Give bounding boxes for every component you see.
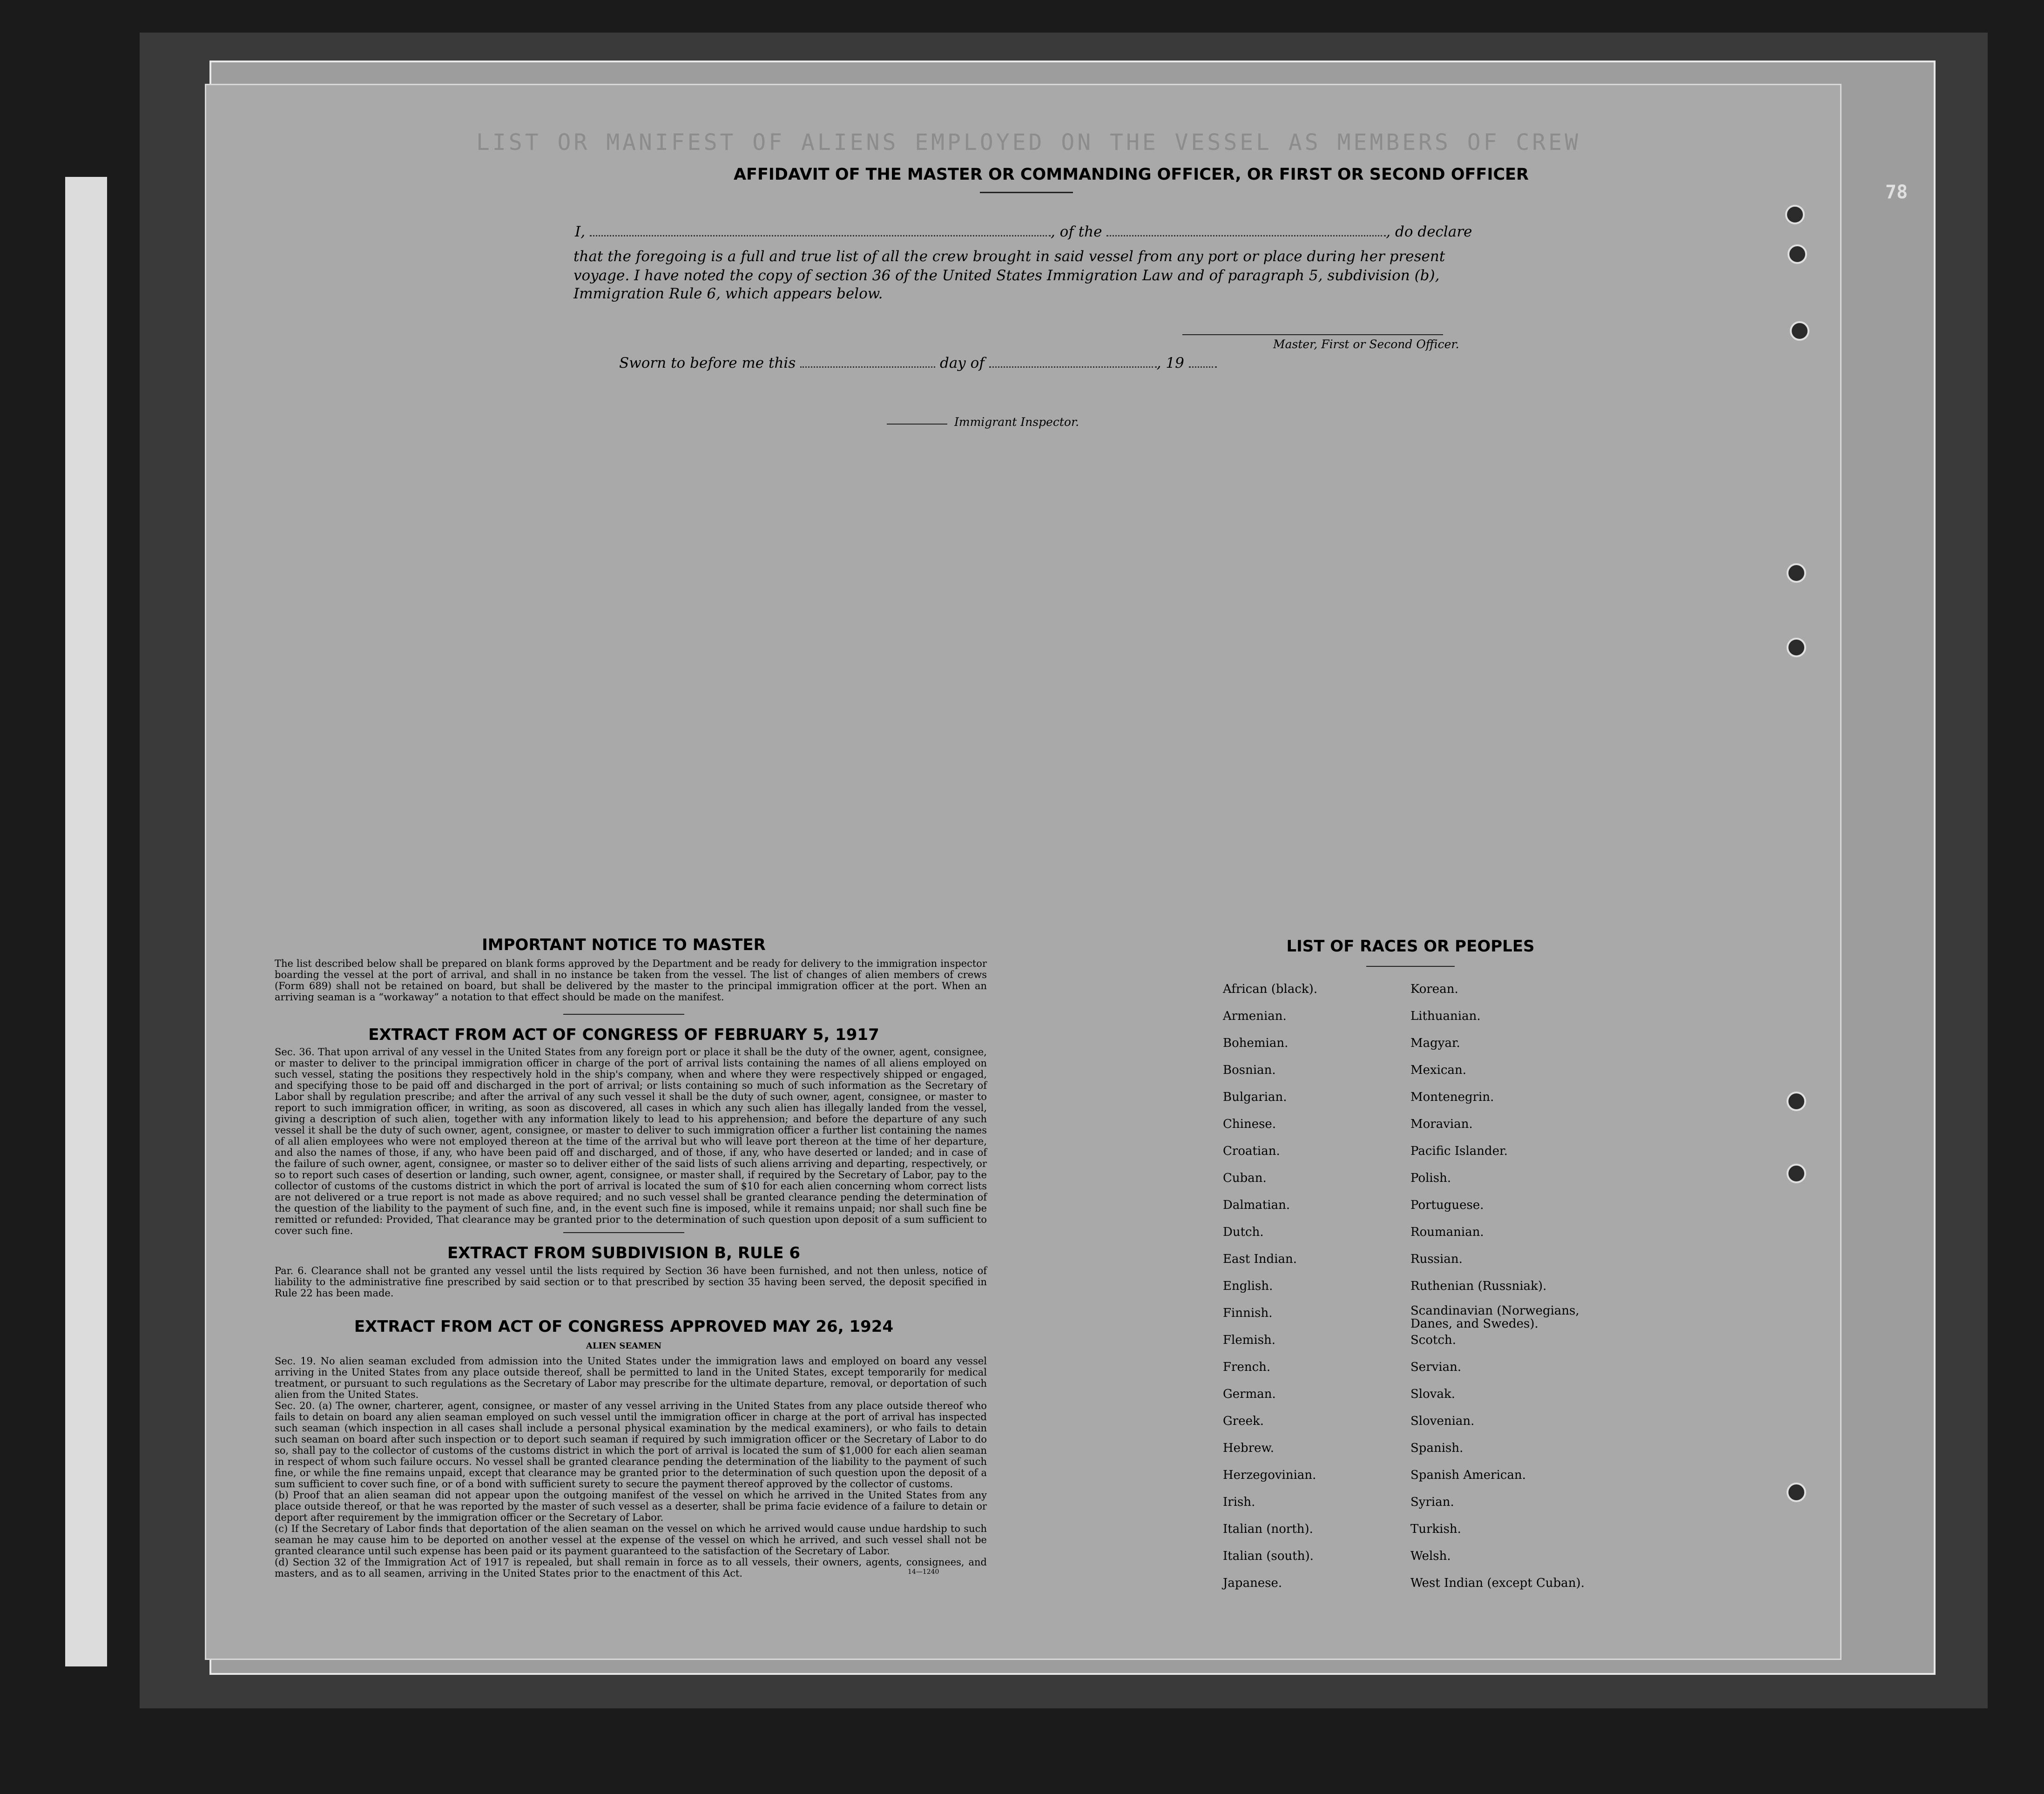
race-item: Bosnian. (1223, 1063, 1276, 1077)
race-item: Japanese. (1223, 1576, 1282, 1590)
race-item: Italian (north). (1223, 1522, 1313, 1536)
master-signature-line[interactable] (1182, 334, 1443, 335)
sworn-day-of-label: day of (939, 355, 985, 371)
race-item: French. (1223, 1360, 1271, 1374)
master-name-field[interactable] (590, 235, 1051, 236)
race-item: Flemish. (1223, 1333, 1276, 1347)
sec-20d-text: (d) Section 32 of the Immigration Act of 1917 is repealed, but shall remain in force as to all vessels, their owners, agents, consignees, and masters, and as to all seamen, arriving in the United States prior to the enactment of this Act. (275, 1557, 987, 1579)
affidavit-title: AFFIDAVIT OF THE MASTER OR COMMANDING OFFICER, OR FIRST OR SECOND OFFICER (733, 165, 1529, 184)
binder-hole (1785, 205, 1805, 224)
extract-1924-title: EXTRACT FROM ACT OF CONGRESS APPROVED MAY 26, 1924 (354, 1317, 894, 1336)
race-item: Magyar. (1410, 1036, 1460, 1050)
race-item: Spanish. (1410, 1441, 1464, 1455)
race-item: English. (1223, 1279, 1273, 1293)
binder-hole (1787, 563, 1806, 583)
race-item: Herzegovinian. (1223, 1468, 1316, 1482)
race-item: Polish. (1410, 1171, 1451, 1185)
race-item: Italian (south). (1223, 1549, 1314, 1563)
binder-hole (1790, 321, 1809, 341)
sec-19-text: Sec. 19. No alien seaman excluded from admission into the United States under the immigration laws and employed on board any vessel arriving in the United States from any place outside thereof, shall be permitted to land in the United States, except temporarily for medical treatment, or pursuant to such regulations as the Secretary of Labor may prescribe for the ultimate departure, removal, or deportation of such alien from the United States. (275, 1356, 987, 1400)
form-number: 14—1240 (908, 1568, 939, 1576)
race-item: Portuguese. (1410, 1198, 1484, 1212)
race-item: Korean. (1410, 982, 1458, 996)
vessel-name-field[interactable] (1106, 235, 1386, 236)
race-item: Montenegrin. (1410, 1090, 1494, 1104)
affidavit-line-4: Immigration Rule 6, which appears below. (573, 285, 883, 302)
race-item: German. (1223, 1387, 1276, 1401)
sworn-year-field[interactable] (1189, 366, 1217, 368)
race-item: Servian. (1410, 1360, 1462, 1374)
race-item: African (black). (1223, 982, 1318, 996)
inspector-signature-line[interactable] (887, 424, 947, 425)
race-item: Slovenian. (1410, 1414, 1475, 1428)
race-item: Welsh. (1410, 1549, 1451, 1563)
race-item: Irish. (1223, 1495, 1255, 1509)
race-item: Croatian. (1223, 1144, 1280, 1158)
divider (1366, 966, 1455, 967)
race-item: East Indian. (1223, 1252, 1297, 1266)
race-item: Roumanian. (1410, 1225, 1484, 1239)
alien-seamen-subtitle: ALIEN SEAMEN (586, 1341, 662, 1351)
divider (563, 1232, 684, 1233)
divider (563, 1014, 684, 1015)
binder-hole (1787, 1483, 1806, 1502)
sworn-month-field[interactable] (989, 366, 1157, 368)
race-item: Slovak. (1410, 1387, 1455, 1401)
sworn-day-field[interactable] (800, 366, 935, 368)
race-item: Spanish American. (1410, 1468, 1526, 1482)
affidavit-of-the-label: , of the (1050, 223, 1102, 240)
affidavit-declare-label: , do declare (1386, 223, 1472, 240)
notice-title: IMPORTANT NOTICE TO MASTER (482, 936, 766, 954)
master-signature-label: Master, First or Second Officer. (1273, 337, 1459, 351)
race-item: Armenian. (1223, 1009, 1287, 1023)
race-item: Pacific Islander. (1410, 1144, 1508, 1158)
inspector-label: Immigrant Inspector. (954, 415, 1079, 429)
race-item: Bulgarian. (1223, 1090, 1287, 1104)
race-item: Scotch. (1410, 1333, 1457, 1347)
notice-text: The list described below shall be prepared on blank forms approved by the Department and be ready for delivery to the immigration inspector boarding the vessel at the port of arrival, and shall in no instance be taken from the vessel. The list of changes of alien members of crews (Form 689) shall not be retained on board, but shall be delivered by the master to the principal immigration officer at the port. When an arriving seaman is a “workaway” a notation to that effect should be made on the manifest. (275, 958, 987, 1003)
race-item: Syrian. (1410, 1495, 1454, 1509)
extract-1917-text: Sec. 36. That upon arrival of any vessel in the United States from any foreign port or place it shall be the duty of the owner, agent, consignee, or master to deliver to the principal immigration officer in charge of the port of arrival lists containing the names of all aliens employed on such vessel, stating the positions they respectively hold in the ship's company, when and where they were respectively shipped or engaged, and specifying those to be paid off and discharged in the port of arrival; or lists containing so much of such information as the Secretary of Labor shall by regulation prescribe; and after the arrival of any such vessel it shall be the duty of such owner, agent, consignee, or master to report to such immigration officer, in writing, as soon as discovered, all cases in which any such alien has illegally landed from the vessel, giving a description of such alien, together with any information likely to lead to his apprehension; and before the departure of any such vessel it shall be the duty of such owner, agent, consignee, or master to deliver to such immigration officer a further list containing the names of all alien employees who were not employed thereon at the time of the arrival but who will leave port thereon at the time of her departure, and also the names of those, if any, who have been paid off and discharged, and of those, if any, who have deserted or landed; and in case of the failure of such owner, agent, consignee, or master so to deliver either of the said lists of such aliens arriving and departing, respectively, or so to report such cases of desertion or landing, such owner, agent, consignee, or master shall, if required by the Secretary of Labor, pay to the collector of customs of the customs district in which the port of arrival is located the sum of $10 for each alien concerning whom correct lists are not delivered or a true report is not made as above required; and no such vessel shall be granted clearance pending the determination of the question of the liability to the payment of such fine, and, in the event such fine is imposed, while it remains unpaid; nor shall such fine be remitted or refunded: Provided, That clearance may be granted prior to the determination of such question upon deposit of a sum sufficient to cover such fine. (275, 1046, 987, 1236)
race-item: Russian. (1410, 1252, 1463, 1266)
sworn-year-label: , 19 (1156, 355, 1184, 371)
race-item: Ruthenian (Russniak). (1410, 1279, 1547, 1293)
sec-20c-text: (c) If the Secretary of Labor finds that deportation of the alien seaman on the vessel on which he arrived would cause undue hardship to such seaman he may cause him to be deported on another vessel at the expense of the vessel on which he arrived, and such vessel shall not be granted clearance until such expense has been paid or its payment guaranteed to the satisfaction of the Secretary of Labor. (275, 1523, 987, 1557)
race-item: Lithuanian. (1410, 1009, 1481, 1023)
race-item: Cuban. (1223, 1171, 1267, 1185)
race-item: Greek. (1223, 1414, 1264, 1428)
race-item: Chinese. (1223, 1117, 1276, 1131)
race-item: Moravian. (1410, 1117, 1473, 1131)
bleed-through-title: LIST OR MANIFEST OF ALIENS EMPLOYED ON THE VESSEL AS MEMBERS OF CREW (476, 129, 1581, 155)
race-item: Bohemian. (1223, 1036, 1288, 1050)
binder-hole (1788, 244, 1807, 264)
sworn-label: Sworn to before me this (619, 355, 796, 371)
race-item: Turkish. (1410, 1522, 1461, 1536)
adjacent-page-edge (65, 177, 107, 1666)
affidavit-line-3: voyage. I have noted the copy of section 36 of the United States Immigration Law and of paragraph 5, subdivision (b), (573, 267, 1440, 284)
sec-20b-text: (b) Proof that an alien seaman did not appear upon the outgoing manifest of the vessel on which he arrived in the United States from any place outside thereof, or that he was reported by the master of such vessel as a deserter, shall be prima facie evidence of a failure to detain or deport after requirement by the immigration officer or the Secretary of Labor. (275, 1490, 987, 1523)
races-title: LIST OF RACES OR PEOPLES (1286, 937, 1535, 956)
affidavit-i-label: I, (575, 223, 586, 240)
binder-hole (1787, 1164, 1806, 1183)
race-item: Dalmatian. (1223, 1198, 1290, 1212)
race-item: Mexican. (1410, 1063, 1467, 1077)
affidavit-line-1 (575, 223, 1506, 240)
binder-hole (1787, 638, 1806, 657)
subdivision-title: EXTRACT FROM SUBDIVISION B, RULE 6 (447, 1244, 801, 1262)
subdivision-text: Par. 6. Clearance shall not be granted any vessel until the lists required by Section 36 have been furnished, and not then unless, notice of liability to the administrative fine prescribed by said section or to that prescribed by section 35 having been served, the deposit specified in Rule 22 has been made. (275, 1265, 987, 1299)
race-item: West Indian (except Cuban). (1410, 1576, 1585, 1590)
sworn-line (619, 355, 1224, 371)
sec-20a-text: Sec. 20. (a) The owner, charterer, agent, consignee, or master of any vessel arriving in the United States from any place outside thereof who fails to detain on board any alien seaman employed on such vessel until the immigration officer in charge at the port of arrival has inspected such seaman (which inspection in all cases shall include a personal physical examination by the medical examiners), or who fails to detain such seaman on board after such inspection or to deport such seaman if required by such immigration officer or the Secretary of Labor to do so, shall pay to the collector of customs of the customs district in which the port of arrival is located the sum of $1,000 for each alien seaman in respect of whom such failure occurs. No vessel shall be granted clearance pending the determination of the liability to the payment of such fine, or while the fine remains unpaid, except that clearance may be granted prior to the determination of such question upon the deposit of a sum sufficient to cover such fine, or of a bond with sufficient surety to secure the payment thereof approved by the collector of customs. (275, 1400, 987, 1490)
race-item: Hebrew. (1223, 1441, 1274, 1455)
extract-1917-title: EXTRACT FROM ACT OF CONGRESS OF FEBRUARY 5, 1917 (368, 1025, 879, 1044)
extract-1924-body (275, 1356, 987, 1579)
affidavit-line-2: that the foregoing is a full and true list of all the crew brought in said vessel from any port or place during her present (573, 248, 1445, 265)
race-item: Finnish. (1223, 1306, 1273, 1320)
binder-hole (1787, 1092, 1806, 1111)
race-item: Scandinavian (Norwegians, Danes, and Swedes). (1410, 1304, 1579, 1331)
race-item: Dutch. (1223, 1225, 1264, 1239)
page-number: 78 (1885, 182, 1908, 203)
divider (980, 192, 1073, 193)
